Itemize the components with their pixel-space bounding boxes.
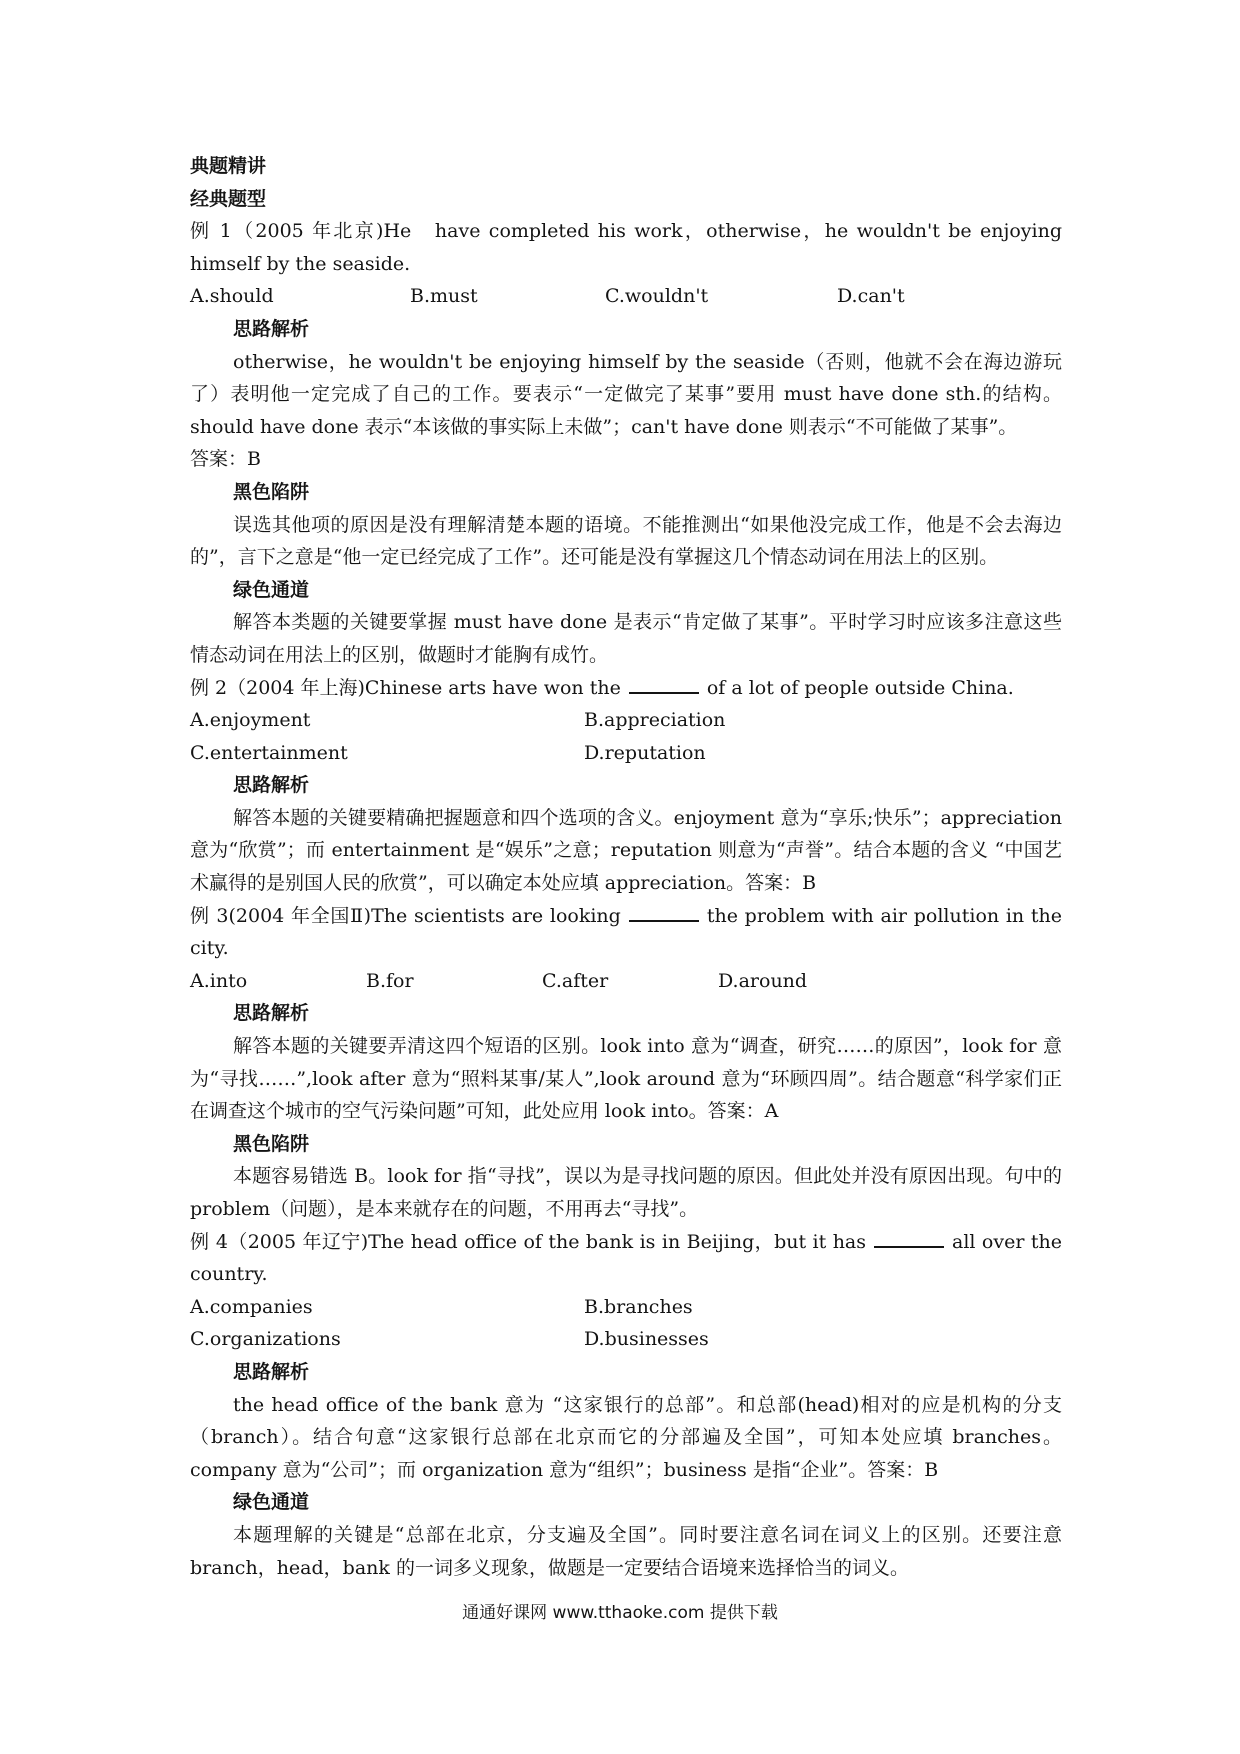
option-a: A.enjoyment bbox=[190, 709, 311, 732]
option-d: D.businesses bbox=[584, 1328, 709, 1351]
question-text-end: all over the country. bbox=[190, 1230, 1062, 1286]
option-a: A.should bbox=[190, 285, 274, 308]
example-3-analysis-heading: 思路解析 bbox=[233, 1002, 310, 1025]
question-text: 例 4（2005 年辽宁)The head office of the bank is in Beijing，but it has bbox=[190, 1230, 867, 1253]
subsection-title: 经典题型 bbox=[190, 187, 267, 210]
example-4-analysis: the head office of the bank 意为 “这家银行的总部”。和总部(head)相对的应是机构的分支（branch）。结合句意“这家银行总部在北京而它的分部遍及全国”，可知本处应填 branches。company 意为“公司”；而 organization 意为“组织”；business 是指“企业”。答案：B bbox=[190, 1393, 1062, 1481]
example-3-question bbox=[190, 900, 1062, 965]
example-3-options bbox=[190, 965, 1062, 998]
example-1-analysis-heading: 思路解析 bbox=[233, 317, 310, 340]
example-3-trap-heading: 黑色陷阱 bbox=[233, 1132, 310, 1155]
example-1-answer: 答案：B bbox=[190, 448, 261, 471]
answer-blank bbox=[874, 1227, 944, 1248]
example-1-green: 解答本类题的关键要掌握 must have done 是表示“肯定做了某事”。平时学习时应该多注意这些情态动词在用法上的区别，做题时才能胸有成竹。 bbox=[190, 611, 1062, 666]
answer-blank bbox=[629, 901, 699, 922]
option-b: B.branches bbox=[584, 1295, 693, 1318]
example-1-trap: 误选其他项的原因是没有理解清楚本题的语境。不能推测出“如果他没完成工作，他是不会去海边的”，言下之意是“他一定已经完成了工作”。还可能是没有掌握这几个情态动词在用法上的区别。 bbox=[190, 513, 1062, 569]
option-a: A.into bbox=[190, 969, 248, 992]
option-b: B.must bbox=[410, 285, 478, 308]
example-1-analysis: otherwise，he wouldn't be enjoying himself by the seaside（否则，他就不会在海边游玩了）表明他一定完成了自己的工作。要表示“一定做完了某事”要用 must have done sth.的结构。should have done 表示“本该做的事实际上未做”；can't have done 则表示“不可能做了某事”。 bbox=[190, 350, 1062, 438]
option-c: C.organizations bbox=[190, 1328, 341, 1351]
option-b: B.for bbox=[366, 969, 414, 992]
example-4-options bbox=[190, 1291, 1062, 1356]
document-body bbox=[190, 150, 1062, 1584]
example-4-analysis-heading: 思路解析 bbox=[233, 1360, 310, 1383]
option-c: C.wouldn't bbox=[605, 285, 709, 308]
answer-blank bbox=[629, 673, 699, 694]
example-1-trap-heading: 黑色陷阱 bbox=[233, 480, 310, 503]
example-3-trap: 本题容易错选 B。look for 指“寻找”，误以为是寻找问题的原因。但此处并没有原因出现。句中的 problem（问题），是本来就存在的问题，不用再去“寻找”。 bbox=[190, 1165, 1062, 1220]
page-footer: 通通好课网 www.tthaoke.com 提供下载 bbox=[462, 1603, 778, 1623]
option-c: C.after bbox=[542, 969, 609, 992]
option-d: D.can't bbox=[837, 285, 905, 308]
example-3-analysis: 解答本题的关键要弄清这四个短语的区别。look into 意为“调查，研究……的原因”，look for 意为“寻找……”,look after 意为“照料某事/某人”,look around 意为“环顾四周”。结合题意“科学家们正在调查这个城市的空气污染问题”可知，此处应用 look into。答案：A bbox=[190, 1035, 1062, 1123]
option-d: D.around bbox=[718, 969, 808, 992]
option-b: B.appreciation bbox=[584, 709, 726, 732]
example-1-options bbox=[190, 280, 1062, 313]
example-4-green-heading: 绿色通道 bbox=[233, 1491, 310, 1514]
option-c: C.entertainment bbox=[190, 741, 348, 764]
question-text: 例 3(2004 年全国Ⅱ)The scientists are looking bbox=[190, 904, 621, 927]
option-a: A.companies bbox=[190, 1295, 313, 1318]
question-text-end: of a lot of people outside China. bbox=[706, 676, 1014, 699]
example-2-options bbox=[190, 704, 1062, 769]
option-d: D.reputation bbox=[584, 741, 706, 764]
example-1-question: 例 1（2005 年北京)He have completed his work，otherwise，he wouldn't be enjoying himself by the seaside. bbox=[190, 220, 1062, 275]
question-text: 例 2（2004 年上海)Chinese arts have won the bbox=[190, 676, 621, 699]
example-4-question bbox=[190, 1226, 1062, 1291]
example-4-green: 本题理解的关键是“总部在北京，分支遍及全国”。同时要注意名词在词义上的区别。还要注意 branch，head，bank 的一词多义现象，做题是一定要结合语境来选择恰当的词义。 bbox=[190, 1523, 1062, 1579]
example-1-green-heading: 绿色通道 bbox=[233, 578, 310, 601]
example-2-analysis-heading: 思路解析 bbox=[233, 774, 310, 797]
question-text-end: the problem with air pollution in the city. bbox=[190, 904, 1063, 960]
section-title: 典题精讲 bbox=[190, 155, 267, 177]
example-2-question bbox=[190, 672, 1062, 705]
example-2-analysis: 解答本题的关键要精确把握题意和四个选项的含义。enjoyment 意为“享乐;快乐”；appreciation 意为“欣赏”；而 entertainment 是“娱乐”之意；reputation 则意为“声誉”。结合本题的含义 “中国艺术赢得的是别国人民的欣赏”，可以确定本处应填 appreciation。答案：B bbox=[190, 806, 1062, 895]
